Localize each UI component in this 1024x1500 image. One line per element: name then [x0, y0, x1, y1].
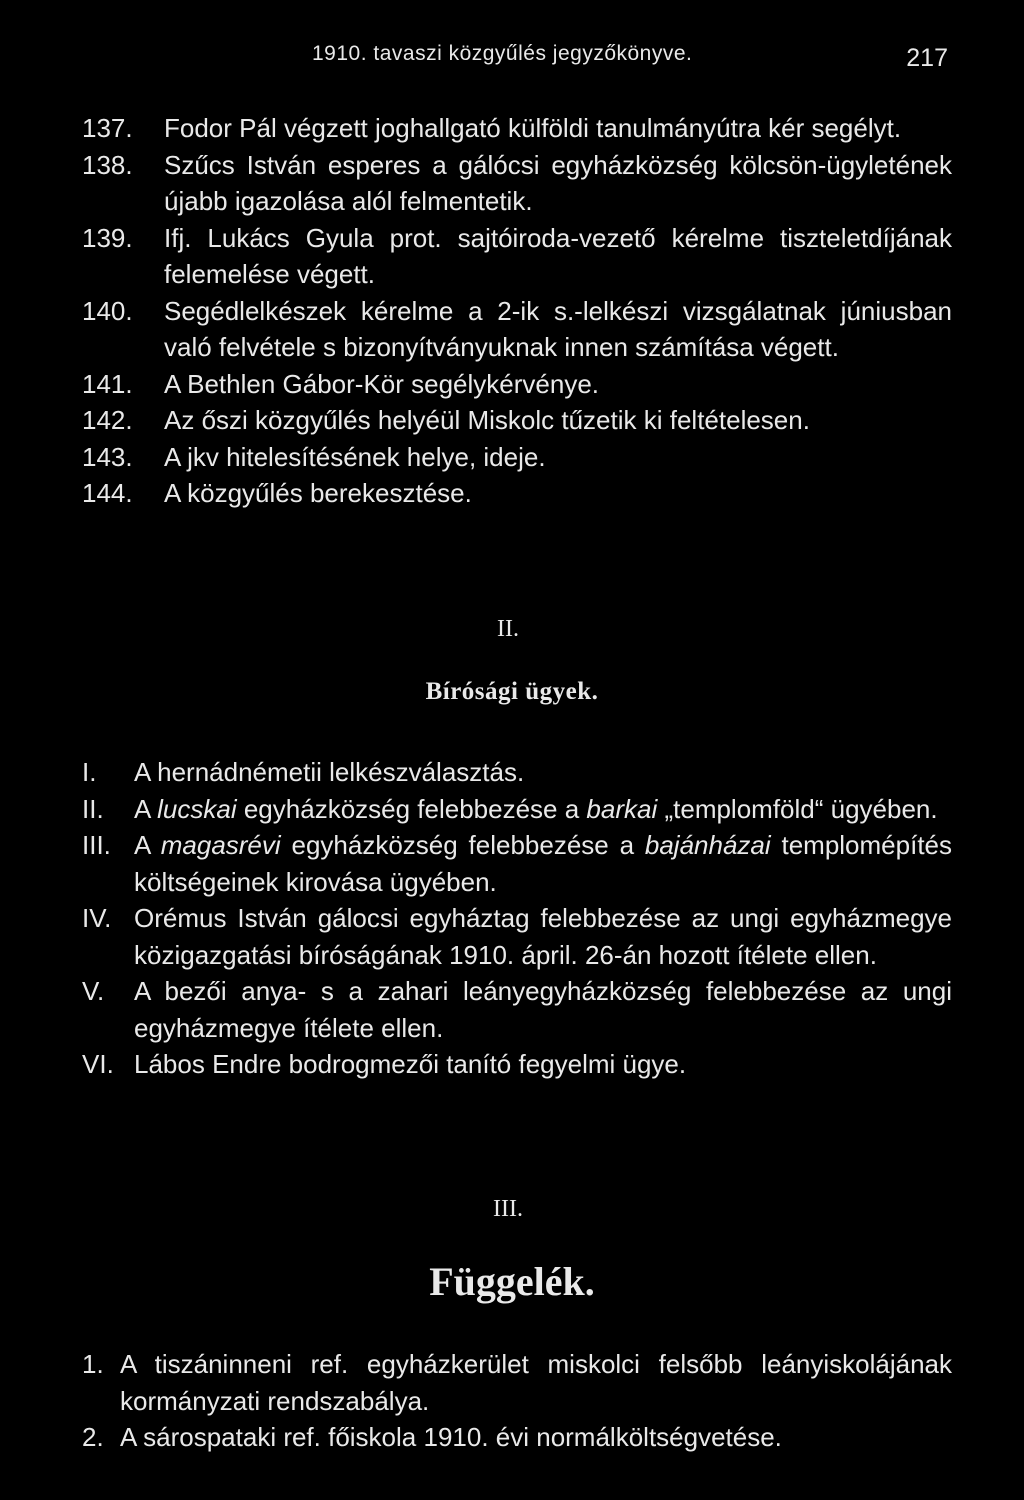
agenda-list: [82, 110, 952, 512]
page-header: [0, 42, 1024, 76]
section-heading: Bírósági ügyek.: [425, 678, 599, 705]
item-number: 138.: [82, 149, 133, 180]
item-text: A közgyűlés berekesztése.: [164, 478, 472, 508]
item-text-part: egyházközség felebbezése a: [236, 793, 587, 824]
section-number: II.: [497, 616, 519, 642]
item-text: Orémus István gálocsi egyháztag felebbezése az ungi egyházmegye közigazgatási bíróságának 1910. ápril. 26-án hozott ítélete ellen.: [134, 903, 952, 970]
item-number: 140.: [82, 295, 133, 326]
court-cases-list: [82, 754, 952, 1083]
item-text: A bezői anya- s a zahari leányegyházközség felebbezése az ungi egyházmegye ítélete ellen.: [134, 976, 952, 1043]
item-text-part: A: [134, 830, 161, 860]
running-title: 1910. tavaszi közgyűlés jegyzőkönyve.: [312, 42, 693, 65]
item-number: 137.: [82, 113, 133, 143]
item-number: III.: [82, 830, 111, 860]
item-text-part: templomépítés költségeinek kirovása ügyében.: [134, 830, 953, 897]
section-number: III.: [493, 1196, 523, 1222]
item-number: 143.: [82, 441, 133, 472]
item-text-part: egyházközség felebbezése a: [280, 830, 645, 860]
list-item: [82, 973, 952, 1046]
item-number: I.: [82, 757, 97, 787]
item-text-part: A: [134, 793, 158, 824]
list-item: [82, 827, 952, 900]
item-text: A tiszáninneni ref. egyházkerület miskolci felsőbb leányiskolájának kormányzati rendszabálya.: [120, 1349, 952, 1416]
list-item: [82, 900, 952, 973]
item-text: Ifj. Lukács Gyula prot. sajtóiroda-vezető kérelme tiszteletdíjának felemelése végett.: [164, 222, 952, 289]
italic-place-name: lucskai: [157, 793, 237, 824]
appendix-list: [82, 1346, 952, 1456]
page-number: 217: [906, 44, 948, 72]
item-text: Szűcs István esperes a gálócsi egyházközség kölcsön-ügyletének újabb igazolása alól felmentetik.: [164, 149, 952, 216]
item-number: VI.: [82, 1049, 114, 1079]
item-number: 1.: [82, 1349, 104, 1379]
item-number: 142.: [82, 405, 133, 435]
item-text: A hernádnémetii lelkészválasztás.: [134, 757, 525, 787]
item-text: Segédlelkészek kérelme a 2-ik s.-lelkészi vizsgálatnak júniusban való felvétele s bizonyítványuknak innen számítása végett.: [164, 295, 952, 362]
italic-place-name: bajánházai: [644, 830, 771, 860]
item-text: Az őszi közgyűlés helyéül Miskolc tűzetik ki feltételesen.: [164, 405, 810, 435]
item-text: A Bethlen Gábor-Kör segélykérvénye.: [164, 368, 600, 399]
item-text: A sárospataki ref. főiskola 1910. évi normálköltségvetése.: [120, 1422, 782, 1452]
italic-place-name: magasrévi: [160, 830, 281, 860]
list-item: [82, 1346, 952, 1419]
list-item: [82, 1419, 952, 1456]
list-item: [82, 754, 952, 791]
item-number: IV.: [82, 903, 112, 933]
list-item: [82, 402, 952, 439]
item-text-part: „templomföld“ ügyében.: [657, 793, 938, 824]
item-text: A jkv hitelesítésének helye, ideje.: [164, 441, 546, 472]
item-text: Lábos Endre bodrogmezői tanító fegyelmi ügye.: [134, 1049, 687, 1079]
list-item: [82, 1046, 952, 1083]
list-item: [82, 475, 952, 512]
item-number: 139.: [82, 222, 133, 253]
item-number: II.: [82, 793, 104, 824]
list-item: [82, 220, 952, 293]
italic-place-name: barkai: [586, 793, 658, 824]
item-number: V.: [82, 976, 105, 1006]
list-item: [82, 110, 952, 147]
list-item: [82, 293, 952, 366]
section-heading: Függelék.: [429, 1259, 595, 1304]
item-text: Fodor Pál végzett joghallgató külföldi tanulmányútra kér segélyt.: [164, 113, 902, 143]
list-item: [82, 366, 952, 403]
list-item: [82, 147, 952, 220]
list-item: [82, 791, 952, 828]
item-number: 144.: [82, 478, 133, 508]
item-number: 141.: [82, 368, 133, 399]
item-number: 2.: [82, 1422, 104, 1452]
list-item: [82, 439, 952, 476]
